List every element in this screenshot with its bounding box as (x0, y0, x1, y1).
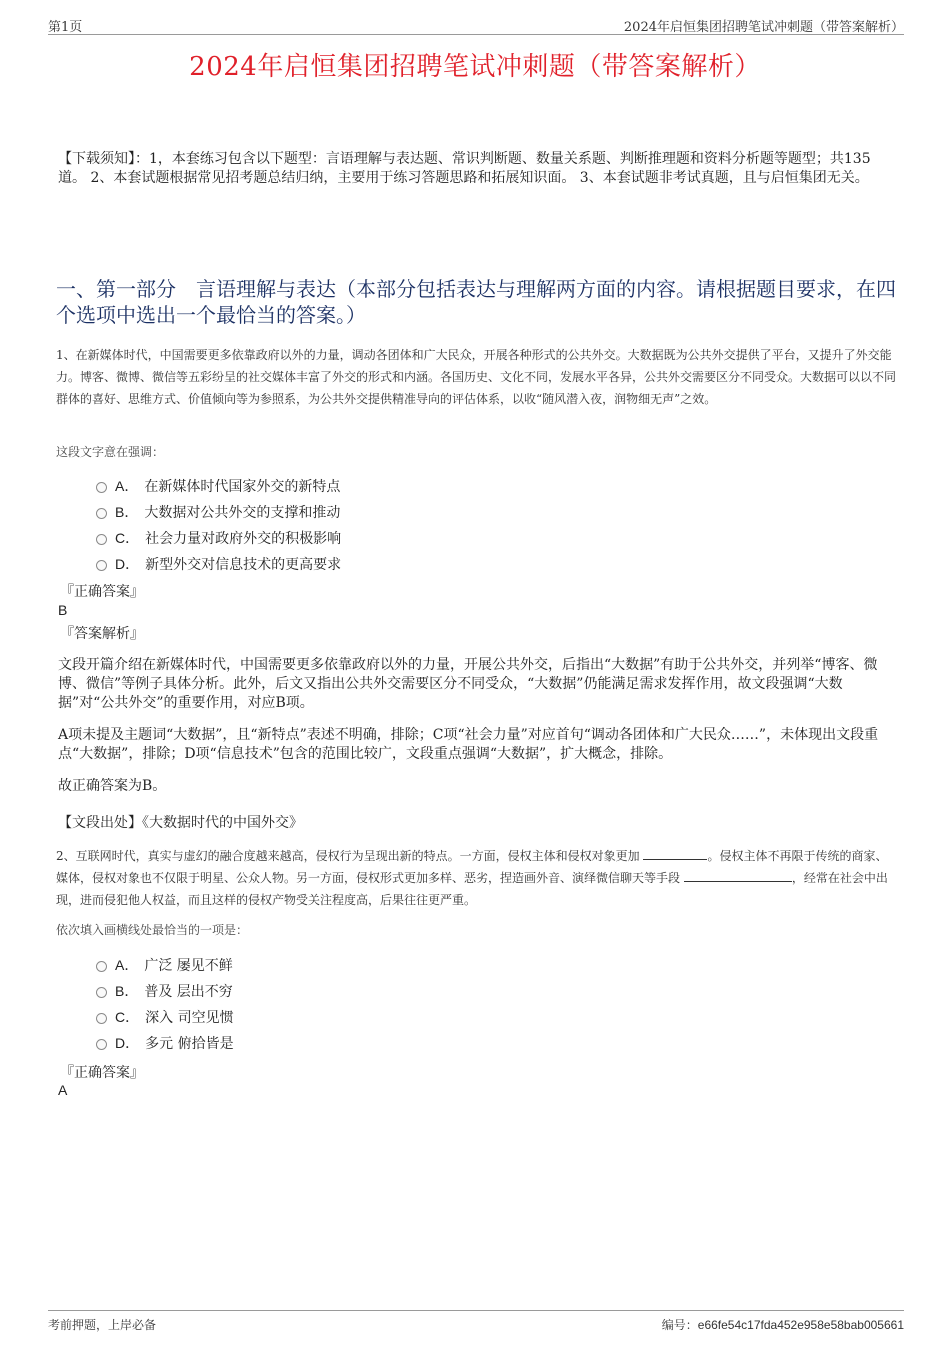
correct-answer: A (58, 1082, 68, 1098)
radio-icon[interactable] (96, 961, 107, 972)
header-doc-title: 2024年启恒集团招聘笔试冲刺题（带答案解析） (623, 20, 904, 35)
option-a[interactable]: A． 在新媒体时代国家外交的新特点 (96, 473, 341, 499)
footer-code: 编号：e66fe54c17fda452e958e58bab005661 (661, 1318, 904, 1332)
question-1-options (96, 473, 341, 577)
analysis-conclusion: 故正确答案为B。 (58, 778, 167, 794)
footer-slogan: 考前押题，上岸必备 (48, 1318, 157, 1332)
option-d[interactable]: D． 多元 俯拾皆是 (96, 1030, 234, 1056)
fill-blank-2[interactable] (684, 869, 792, 882)
option-d[interactable]: D． 新型外交对信息技术的更高要求 (96, 551, 341, 577)
question-1-text: 1、在新媒体时代，中国需要更多依靠政府以外的力量，调动各团体和广大民众，开展各种形式的公共外交。大数据既为公共外交提供了平台，又提升了外交能力。博客、微博、微信等五彩纷呈的社交媒体丰富了外交的形式和内涵。各国历史、文化不同，发展水平各异，公共外交需要区分不同受众。大数据可以以不同群体的喜好、思维方式、价值倾向等为参照系，为公共外交提供精准导向的评估体系，以收“随风潜入夜，润物细无声”之效。 (56, 348, 897, 406)
section-description: 言语理解与表达（本部分包括表达与理解两方面的内容。请根据题目要求，在四个选项中选出一个最恰当的答案。） (56, 277, 896, 327)
correct-answer-label: 『正确答案』 (60, 1065, 144, 1081)
question-1-prompt: 这段文字意在强调： (56, 445, 165, 459)
radio-icon[interactable] (96, 534, 107, 545)
option-b[interactable]: B． 普及 层出不穷 (96, 978, 234, 1004)
download-notice: 【下载须知】：1，本套练习包含以下题型：言语理解与表达题、常识判断题、数量关系题、判断推理题和资料分析题等题型；共135道。 2、本套试题根据常见招考题总结归纳，主要用于练习答题思路和拓展知识面。 3、本套试题非考试真题，且与启恒集团无关。 (58, 151, 871, 186)
question-2-text: 2、互联网时代，真实与虚幻的融合度越来越高，侵权行为呈现出新的特点。一方面，侵权主体和侵权对象更加 。侵权主体不再限于传统的商家、媒体，侵权对象也不仅限于明星、公众人物。另一方面，侵权形式更加多样、恶劣，捏造画外音、演绎微信聊天等手段 ，经常在社会中出现，进而侵犯他人权益，而且这样的侵权产物受关注程度高，后果往往更严重。 (56, 849, 888, 907)
analysis-paragraph: A项未提及主题词“大数据”，且“新特点”表述不明确，排除；C项“社会力量”对应首句“调动各团体和广大民众……”，未体现出文段重点“大数据”，排除；D项“信息技术”包含的范围比较广，文段重点强调“大数据”，扩大概念，排除。 (58, 727, 879, 762)
question-2-options (96, 952, 234, 1056)
correct-answer: B (58, 602, 68, 618)
radio-icon[interactable] (96, 560, 107, 571)
option-c[interactable]: C． 深入 司空见惯 (96, 1004, 234, 1030)
analysis-label: 『答案解析』 (60, 626, 144, 642)
fill-blank-1[interactable] (643, 847, 707, 860)
radio-icon[interactable] (96, 482, 107, 493)
question-2-prompt: 依次填入画横线处最恰当的一项是： (56, 923, 249, 937)
radio-icon[interactable] (96, 1013, 107, 1024)
section-heading (56, 276, 896, 328)
option-a[interactable]: A． 广泛 屡见不鲜 (96, 952, 234, 978)
option-b[interactable]: B． 大数据对公共外交的支撑和推动 (96, 499, 341, 525)
option-c[interactable]: C． 社会力量对政府外交的积极影响 (96, 525, 341, 551)
radio-icon[interactable] (96, 987, 107, 998)
section-part: 一、第一部分 (56, 277, 176, 301)
page-header (48, 14, 904, 35)
page-footer (48, 1310, 904, 1337)
analysis-paragraph: 文段开篇介绍在新媒体时代，中国需要更多依靠政府以外的力量，开展公共外交，后指出“大数据”有助于公共外交，并列举“博客、微博、微信”等例子具体分析。此外，后文又指出公共外交需要区分不同受众，“大数据”仍能满足需求发挥作用，故文段强调“大数据”对“公共外交”的重要作用，对应B项。 (58, 657, 878, 711)
passage-source: 【文段出处】《大数据时代的中国外交》 (58, 815, 303, 831)
page-number: 第1页 (48, 20, 83, 35)
correct-answer-label: 『正确答案』 (60, 584, 144, 600)
radio-icon[interactable] (96, 508, 107, 519)
radio-icon[interactable] (96, 1039, 107, 1050)
page-title: 2024年启恒集团招聘笔试冲刺题（带答案解析） (189, 52, 761, 82)
